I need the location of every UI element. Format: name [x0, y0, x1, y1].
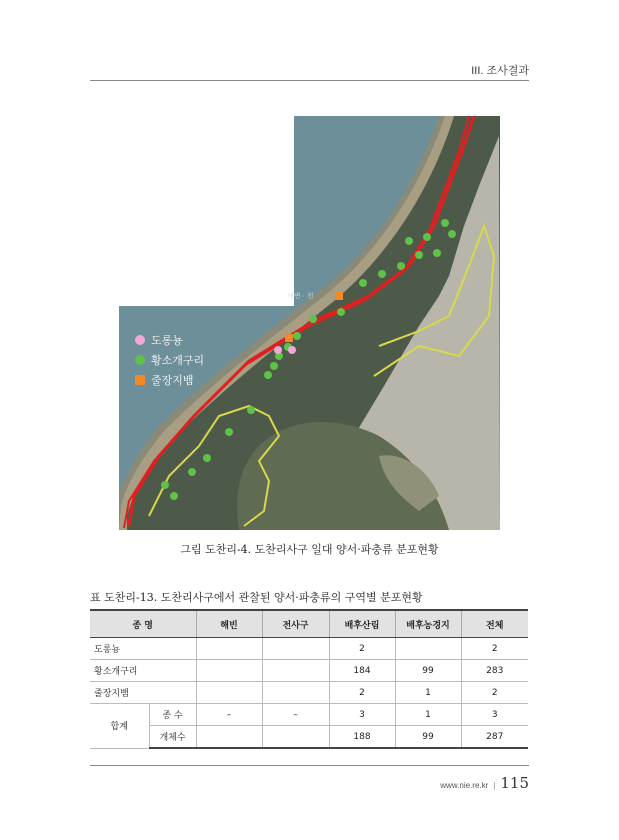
- page-number: 115: [500, 774, 529, 792]
- aerial-map-image: [119, 116, 500, 530]
- legend-label: 황소개구리: [151, 354, 205, 367]
- table-cell: [262, 726, 329, 749]
- column-header: 전사구: [262, 610, 329, 638]
- table-row: [90, 660, 528, 682]
- table-cell: 287: [461, 726, 528, 749]
- species-name: 줄장지뱀: [90, 682, 196, 704]
- species-name: 황소개구리: [90, 660, 196, 682]
- table-row: [90, 638, 528, 660]
- table-cell: [196, 660, 262, 682]
- figure-caption: 그림 도찬리-4. 도찬리사구 일대 양서·파충류 분포현황: [180, 543, 439, 556]
- table-cell: [196, 682, 262, 704]
- table-cell: 184: [329, 660, 395, 682]
- table-cell: 1: [395, 704, 461, 726]
- table-cell: [262, 660, 329, 682]
- table-cell: 188: [329, 726, 395, 749]
- footer-url[interactable]: www.nie.re.kr: [440, 781, 489, 790]
- legend-label: 줄장지뱀: [151, 374, 194, 387]
- table-cell: 99: [395, 726, 461, 749]
- table-cell: 283: [461, 660, 528, 682]
- legend-item: [135, 350, 204, 370]
- table-row: [90, 682, 528, 704]
- table-cell: [262, 682, 329, 704]
- table-title: 표 도찬리-13. 도찬리사구에서 관찰된 양서·파충류의 구역별 분포현황: [90, 591, 423, 604]
- column-header: 전체: [461, 610, 528, 638]
- legend-circle-icon: [135, 335, 145, 345]
- table-cell: [196, 638, 262, 660]
- table-header-row: [90, 610, 528, 638]
- table-cell: 2: [461, 638, 528, 660]
- legend-square-icon: [135, 375, 145, 385]
- column-header: 배후농경지: [395, 610, 461, 638]
- table-cell: 1: [395, 682, 461, 704]
- column-header: 배후산림: [329, 610, 395, 638]
- table-cell: –: [262, 704, 329, 726]
- legend-item: [135, 330, 204, 350]
- legend-label: 도롱뇽: [151, 334, 183, 347]
- table-cell: 3: [329, 704, 395, 726]
- table-cell: 2: [461, 682, 528, 704]
- table-cell: –: [196, 704, 262, 726]
- table-row: [90, 704, 528, 726]
- table-cell: 2: [329, 638, 395, 660]
- map-place-label: 해변 · 전: [287, 293, 314, 300]
- distribution-table: [90, 609, 528, 749]
- total-label: 합계: [90, 704, 149, 749]
- table-cell: [395, 638, 461, 660]
- table-row: [90, 726, 528, 749]
- header-rule: [90, 80, 529, 81]
- total-row-name: 개체수: [149, 726, 196, 749]
- map-legend: [135, 330, 204, 390]
- page-footer: [440, 774, 529, 792]
- table-cell: [196, 726, 262, 749]
- total-row-name: 종 수: [149, 704, 196, 726]
- legend-item: [135, 370, 204, 390]
- footer-separator: |: [493, 781, 496, 790]
- section-header: III. 조사결과: [471, 65, 529, 77]
- distribution-map: [119, 116, 500, 530]
- species-name: 도롱뇽: [90, 638, 196, 660]
- table-cell: 3: [461, 704, 528, 726]
- column-header: 종 명: [90, 610, 196, 638]
- table-cell: 99: [395, 660, 461, 682]
- table-cell: 2: [329, 682, 395, 704]
- table-cell: [262, 638, 329, 660]
- column-header: 해빈: [196, 610, 262, 638]
- footer-rule: [90, 765, 529, 766]
- legend-circle-icon: [135, 355, 145, 365]
